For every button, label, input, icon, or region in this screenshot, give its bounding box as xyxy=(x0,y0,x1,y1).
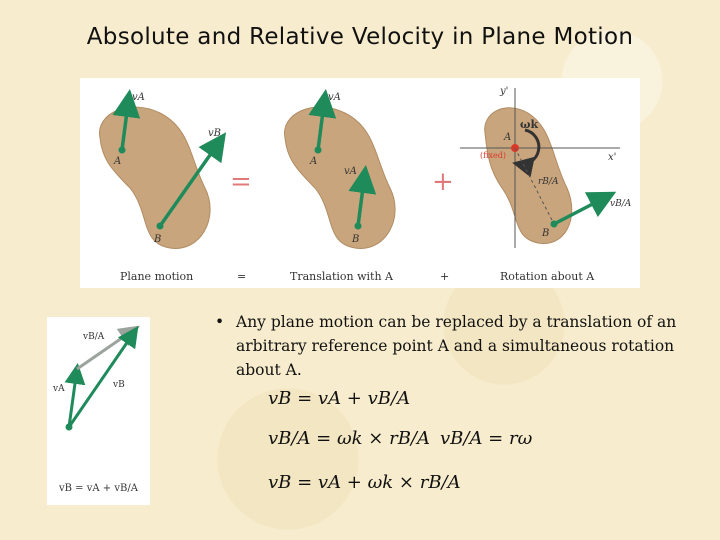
triangle-label-vba: vB/A xyxy=(83,332,105,342)
label-vb-1: vB xyxy=(208,128,221,139)
caption-rotation: Rotation about A xyxy=(500,270,595,283)
rigid-body-2 xyxy=(285,107,396,248)
caption-plane-motion: Plane motion xyxy=(120,270,194,283)
label-vba: vB/A xyxy=(610,199,632,209)
equals-sign: = xyxy=(230,167,252,197)
bullet-point xyxy=(215,310,688,382)
equation-relative-velocity: vB/A = ωk × rB/A xyxy=(268,428,430,449)
label-xprime: x' xyxy=(608,152,617,163)
equation-velocity: vB = vA + vB/A xyxy=(268,388,411,409)
label-b-3: B xyxy=(542,228,550,239)
equation-combined: vB = vA + ωk × rB/A xyxy=(268,472,461,493)
label-b-2: B xyxy=(352,234,360,245)
triangle-label-va: vA xyxy=(53,384,65,394)
label-a-3: A xyxy=(504,132,512,143)
slide-title: Absolute and Relative Velocity in Plane Motion xyxy=(86,24,634,50)
plane-motion-figure xyxy=(80,78,640,288)
plus-sign: + xyxy=(432,167,454,197)
label-va-2: vA xyxy=(328,92,341,103)
equation-magnitude: vB/A = rω xyxy=(440,428,533,449)
label-a-2: A xyxy=(310,156,318,167)
label-va-b: vA xyxy=(344,166,357,177)
triangle-vb xyxy=(69,331,135,427)
bullet-dot-icon: • xyxy=(215,313,225,331)
vector-triangle-drawing xyxy=(47,317,150,505)
vector-triangle-figure xyxy=(47,317,150,505)
caption-plus: + xyxy=(440,270,450,283)
triangle-caption: vB = vA + vB/A xyxy=(59,483,138,494)
caption-translation: Translation with A xyxy=(290,270,393,283)
label-yprime: y' xyxy=(500,86,509,97)
label-rba: rB/A xyxy=(538,177,559,187)
label-b-1: B xyxy=(154,234,162,245)
label-va-1: vA xyxy=(132,92,145,103)
label-fixed: (fixed) xyxy=(480,151,506,160)
label-a-1: A xyxy=(114,156,122,167)
caption-equals: = xyxy=(237,270,247,283)
triangle-label-vb: vB xyxy=(113,380,125,390)
bullet-text: Any plane motion can be replaced by a translation of an arbitrary reference point A and a simultaneous rotation about A. xyxy=(236,313,677,379)
figure-drawing xyxy=(80,78,640,288)
label-omegak: ωk xyxy=(520,118,539,131)
